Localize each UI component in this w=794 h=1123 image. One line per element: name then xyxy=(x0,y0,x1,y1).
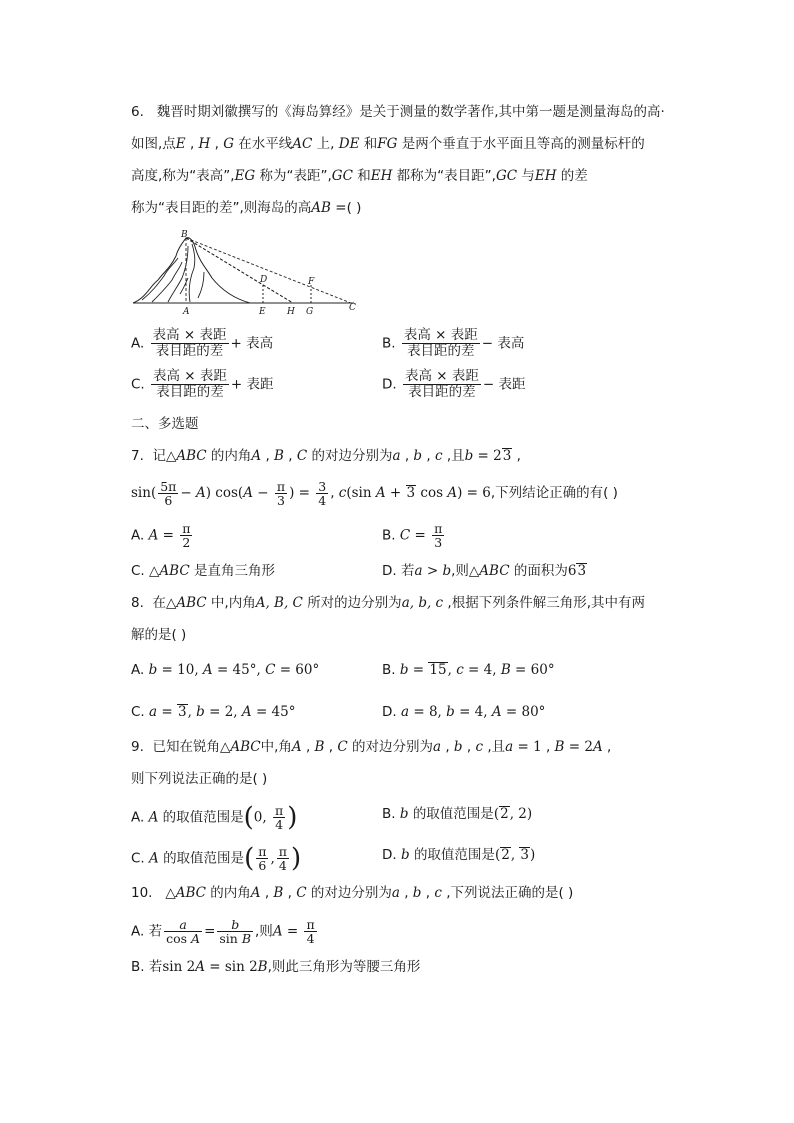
label-d: D xyxy=(260,275,268,285)
q6-option-b[interactable] xyxy=(382,328,524,359)
q7-line1: 7. 记△ABC 的内角A , B , C 的对边分别为a , b , c ,且b = 23 , xyxy=(131,448,521,464)
option-text2: ,则此三角形为等腰三角形 xyxy=(267,959,421,975)
q7-text1c: 的对边分别为 xyxy=(311,448,393,464)
q7-option-b[interactable]: B. C = $\frac{\pi}{3}$ xyxy=(382,521,443,550)
island-contours xyxy=(142,244,204,302)
q6-number: 6. xyxy=(131,104,144,120)
label-a: A xyxy=(183,307,190,316)
q6-text4a: 称为“表目距的差”,则海岛的高 xyxy=(131,200,312,216)
section-heading: 二、多选题 xyxy=(131,416,199,432)
option-text: 的取值范围是 xyxy=(413,847,495,863)
frac-den: 表目距的差 xyxy=(155,343,224,359)
q10-line1: 10. △ABC 的内角A , B , C 的对边分别为a , b , c ,下列说法正确的是( ) xyxy=(131,885,574,901)
q6-text3b: 称为“表距”, xyxy=(259,168,332,184)
option-tail: − 表高 xyxy=(481,335,525,352)
q8-text1d: ,根据下列条件解三角形,其中有两 xyxy=(447,595,645,611)
q8-text1b: 中,内角 xyxy=(210,595,256,611)
q7-text1d: ,且 xyxy=(446,448,465,464)
frac-den: 表目距的差 xyxy=(408,384,476,400)
q7-text2tail: ,下列结论正确的有( ) xyxy=(490,485,618,501)
q7-option-d[interactable]: D. 若a > b,则△ABC 的面积为63 xyxy=(382,563,587,579)
q9-text1b: 中,角 xyxy=(260,739,292,755)
frac-num: 表高 × 表距 xyxy=(403,327,478,343)
option-text1: 若 xyxy=(148,959,163,975)
q6-option-c[interactable] xyxy=(131,369,274,400)
island-outline xyxy=(133,238,250,303)
q7-line2: sin( $\frac{5\pi}{6}$ − A) cos(A − $\frac{\pi}{3}$ ) = $\frac{3}{4}$ , c(sin A + 3 cos A) = 6,下列结论正确的有( ) xyxy=(131,478,618,508)
q7-number: 7. xyxy=(131,448,144,464)
option-text: 的取值范围是 xyxy=(163,850,245,867)
q8-option-c[interactable]: C. a = 3, b = 2, A = 45° xyxy=(131,704,296,720)
q6-text2a: 如图,点 xyxy=(131,136,176,152)
option-text: 的取值范围是 xyxy=(412,806,494,822)
option-label: D. xyxy=(382,376,397,393)
q6-text3e: 与 xyxy=(521,168,535,184)
q9-option-c[interactable]: C. A 的取值范围是( $\frac{\pi}{6}$ , $\frac{\pi}{4}$ ) xyxy=(131,843,302,874)
q9-option-b[interactable]: B. b 的取值范围是(2, 2) xyxy=(382,806,533,822)
option-label: A. xyxy=(131,662,145,678)
q6-text3f: 的差 xyxy=(560,168,588,184)
option-label: A. xyxy=(131,527,145,544)
q6-option-d[interactable] xyxy=(382,369,526,400)
q8-text1c: 所对的边分别为 xyxy=(307,595,402,611)
label-b: B xyxy=(181,230,188,240)
label-f: F xyxy=(308,277,315,287)
q10-option-b[interactable]: B. 若sin 2A = sin 2B,则此三角形为等腰三角形 xyxy=(131,959,421,975)
q9-option-d[interactable]: D. b 的取值范围是(2, 3) xyxy=(382,847,536,863)
option-label: A. xyxy=(131,923,145,940)
q8-option-b[interactable]: B. b = 15, c = 4, B = 60° xyxy=(382,662,555,678)
label-c: C xyxy=(349,303,356,313)
option-text1: 若 xyxy=(148,923,163,940)
option-label: C. xyxy=(131,704,145,720)
option-text: 是直角三角形 xyxy=(193,563,275,579)
q10-text1b: 的对边分别为 xyxy=(310,885,392,901)
q6-line2: 如图,点E , H , G 在水平线AC 上, DE 和FG 是两个垂直于水平面且等高的测量标杆的 xyxy=(131,136,645,152)
q6-text3d: 都称为“表目距”, xyxy=(396,168,496,184)
q9-text1a: 已知在锐角 xyxy=(152,739,220,755)
sight-line-bd xyxy=(186,238,263,285)
q6-text1: 魏晋时期刘徽撰写的《海岛算经》是关于测量的数学著作,其中第一题是测量海岛的高· xyxy=(156,104,665,120)
option-label: B. xyxy=(131,959,145,975)
q10-text1a: 的内角 xyxy=(210,885,251,901)
q6-line4: 称为“表目距的差”,则海岛的高AB =( ) xyxy=(131,200,362,216)
q6-text3c: 和 xyxy=(357,168,371,184)
q8-option-d[interactable]: D. a = 8, b = 4, A = 80° xyxy=(382,704,546,720)
q8-line1: 8. 在△ABC 中,内角A, B, C 所对的边分别为a, b, c ,根据下列条件解三角形,其中有两 xyxy=(131,595,645,611)
option-label: C. xyxy=(131,563,145,579)
sight-dh xyxy=(263,285,293,303)
q9-line2: 则下列说法正确的是( ) xyxy=(131,771,268,787)
option-text2: ,则 xyxy=(451,563,469,579)
q8-option-a[interactable]: A. b = 10, A = 45°, C = 60° xyxy=(131,662,320,678)
q8-line2: 解的是( ) xyxy=(131,627,187,643)
option-text2: ,则 xyxy=(255,923,273,940)
label-e: E xyxy=(259,307,266,316)
option-tail: − 表距 xyxy=(482,376,526,393)
q10-option-a[interactable]: A. 若 $\frac{a}{\text{cos A}}$ = $\frac{b}{\text{sin B}}$ ,则A = $\frac{\pi}{4}$ xyxy=(131,917,315,946)
q8-number: 8. xyxy=(131,595,144,611)
option-label: C. xyxy=(131,376,145,393)
q9-option-a[interactable]: A. A 的取值范围是(0, $\frac{\pi}{4}$ ) xyxy=(131,802,298,833)
q6-text4b: ( ) xyxy=(346,200,362,216)
q6-text2b: 在水平线 xyxy=(238,136,293,152)
q6-line3: 高度,称为“表高”,EG 称为“表距”,GC 和EH 都称为“表目距”,GC 与EH 的差 xyxy=(131,168,588,184)
frac-num: 表高 × 表距 xyxy=(152,327,227,343)
option-label: B. xyxy=(382,335,396,352)
q6-text2e: 是两个垂直于水平面且等高的测量标杆的 xyxy=(401,136,645,152)
q9-text1c: 的对边分别为 xyxy=(351,739,433,755)
q7-option-c[interactable]: C. △ABC 是直角三角形 xyxy=(131,563,275,579)
q7-text1b: 的内角 xyxy=(210,448,252,464)
frac-num: 表高 × 表距 xyxy=(404,368,479,384)
q6-text3a: 高度,称为“表高”, xyxy=(131,168,235,184)
label-h: H xyxy=(287,307,295,316)
option-label: A. xyxy=(131,809,145,826)
option-text1: 若 xyxy=(400,563,415,579)
option-label: C. xyxy=(131,850,145,867)
q10-number: 10. xyxy=(131,885,153,901)
q6-line1 xyxy=(131,102,665,122)
option-text3: 的面积为 xyxy=(513,563,568,579)
option-label: B. xyxy=(382,527,396,544)
q7-option-a[interactable]: A. A = $\frac{\pi}{2}$ xyxy=(131,521,191,550)
q9-line1: 9. 已知在锐角△ABC中,角A , B , C 的对边分别为a , b , c ,且a = 1 , B = 2A , xyxy=(131,739,612,755)
frac-den: 表目距的差 xyxy=(156,384,224,400)
q6-option-a[interactable] xyxy=(131,328,273,359)
option-label: D. xyxy=(382,563,397,579)
sight-line-bc xyxy=(186,238,351,303)
island-figure xyxy=(128,228,363,316)
option-label: D. xyxy=(382,847,397,863)
label-g: G xyxy=(306,307,314,316)
option-label: B. xyxy=(382,662,396,678)
q9-text1d: ,且 xyxy=(487,739,506,755)
q8-text1a: 在 xyxy=(152,595,166,611)
q7-text1a: 记 xyxy=(152,448,166,464)
option-label: B. xyxy=(382,806,396,822)
q10-text1c: ,下列说法正确的是( ) xyxy=(446,885,574,901)
q6-text2d: 和 xyxy=(363,136,378,152)
option-tail: + 表距 xyxy=(230,376,274,393)
option-label: D. xyxy=(382,704,397,720)
frac-den: 表目距的差 xyxy=(407,343,475,359)
option-tail: + 表高 xyxy=(230,335,274,352)
option-text: 的取值范围是 xyxy=(162,809,244,826)
frac-num: 表高 × 表距 xyxy=(153,368,227,384)
q9-number: 9. xyxy=(131,739,144,755)
q6-text2c: 上, xyxy=(316,136,335,152)
option-label: A. xyxy=(131,335,145,352)
